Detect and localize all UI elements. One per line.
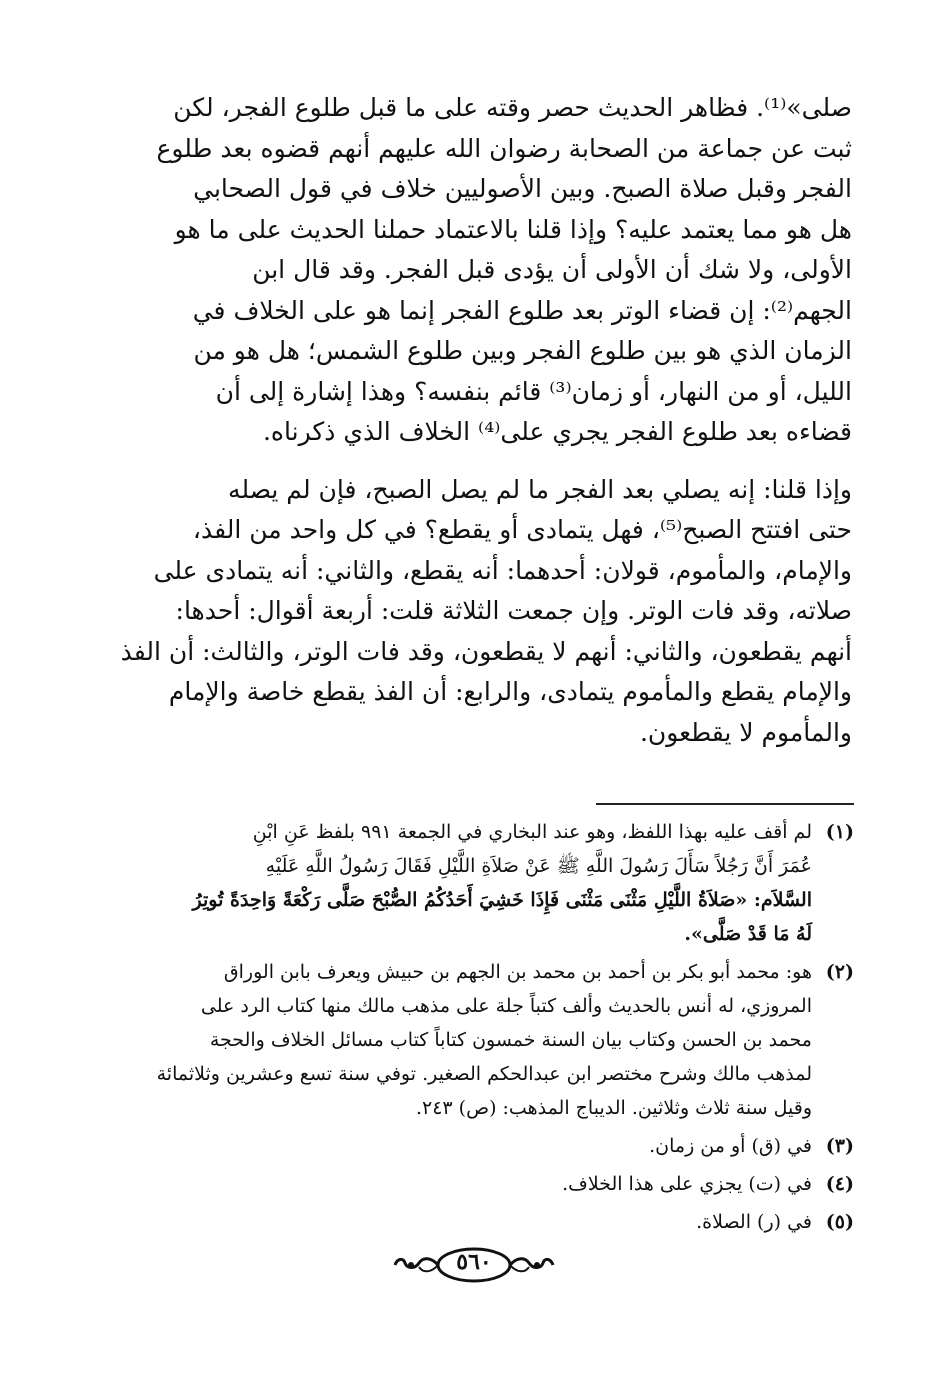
- footnote-number: (٢): [825, 961, 854, 983]
- footnote-number: (١): [825, 821, 854, 843]
- footnote-line: في (ق) أو من زمان.: [649, 1135, 812, 1157]
- text-line: صلى»⁽¹⁾. فظاهر الحديث حصر وقته على ما قبل طلوع الفجر، لكن: [173, 93, 852, 122]
- footnote-1: [104, 815, 854, 951]
- footnote-line: عُمَرَ أَنَّ رَجُلاً سَأَلَ رَسُولَ اللَّهِ ﷺ عَنْ صَلاَةِ اللَّيْلِ فَقَالَ رَسُولُ اللَّهِ عَلَيْهِ: [265, 855, 812, 877]
- text-line: أنهم يقطعون، والثاني: أنهم لا يقطعون، وقد فات الوتر، والثالث: أن الفذ: [120, 636, 852, 666]
- text-line: الأولى، ولا شك أن الأولى أن يؤدى قبل الفجر. وقد قال ابن: [252, 255, 852, 284]
- footnote-line: وقيل سنة ثلاث وثلاثين. الديباج المذهب: (ص) ٢٤٣.: [415, 1097, 812, 1119]
- footnote-line: السَّلاَم: «صَلاَةُ اللَّيْلِ مَثْنَى مَثْنَى فَإِذَا خَشِيَ أَحَدُكُمُ الصُّبْحَ صَلَّى رَكْعَةً وَاحِدَةً تُوتِرُ: [192, 889, 812, 911]
- footnote-line: في (ر) الصلاة.: [696, 1211, 812, 1233]
- page-number-ornament: [0, 1243, 947, 1287]
- text-line: الجهم⁽²⁾: إن قضاء الوتر بعد طلوع الفجر إنما هو على الخلاف في: [192, 295, 852, 325]
- footnote-line: المروزي، له أنس بالحديث وألف كتباً جلة على مذهب مالك منها كتاب الرد على: [200, 995, 812, 1017]
- footnote-line: في (ت) يجزي على هذا الخلاف.: [562, 1173, 812, 1195]
- text-line: قضاءه بعد طلوع الفجر يجري على⁽⁴⁾ الخلاف الذي ذكرناه.: [262, 417, 852, 446]
- text-line: الليل، أو من النهار، أو زمان⁽³⁾ قائم بنفسه؟ وهذا إشارة إلى أن: [215, 376, 852, 406]
- footnote-line: محمد بن الحسن وكتاب بيان السنة خمسون كتاباً كتاب مسائل الخلاف والحجة: [209, 1029, 812, 1051]
- text-line: الزمان الذي هو بين طلوع الفجر وبين طلوع الشمس؛ هل هو من: [193, 336, 852, 365]
- page-number: ٥٦٠: [456, 1249, 492, 1275]
- footnote-number: (٣): [825, 1135, 854, 1157]
- footnote-2: [104, 955, 854, 1125]
- text-line: ثبت عن جماعة من الصحابة رضوان الله عليهم أنهم قضوه بعد طلوع: [156, 133, 852, 163]
- text-line: الفجر وقبل صلاة الصبح. وبين الأصوليين خلاف في قول الصحابي: [193, 174, 852, 203]
- footnote-line: لم أقف عليه بهذا اللفظ، وهو عند البخاري في الجمعة ٩٩١ بلفظ عَنِ ابْنِ: [252, 821, 812, 843]
- footnote-5: [104, 1205, 854, 1239]
- main-text: [100, 88, 852, 753]
- text-line: والمأموم لا يقطعون.: [639, 717, 852, 747]
- text-line: هل هو مما يعتمد عليه؟ وإذا قلنا بالاعتماد حملنا الحديث على ما هو: [174, 214, 852, 244]
- footnote-4: [104, 1167, 854, 1201]
- footnote-number: (٤): [825, 1173, 854, 1195]
- footnote-line: لمذهب مالك وشرح مختصر ابن عبدالحكم الصغير. توفي سنة تسع وعشرين وثلاثمائة: [156, 1063, 812, 1085]
- text-line: والإمام، والمأموم، قولان: أحدهما: أنه يقطع، والثاني: أنه يتمادى على: [153, 555, 852, 585]
- text-line: صلاته، وقد فات الوتر. وإن جمعت الثلاثة قلت: أربعة أقوال: أحدها:: [175, 596, 852, 625]
- footnote-line: هو: محمد أبو بكر بن أحمد بن محمد بن الجهم بن حبيش ويعرف بابن الوراق: [223, 961, 812, 983]
- paragraph-1: [100, 88, 852, 453]
- paragraph-2: [100, 470, 852, 754]
- text-line: وإذا قلنا: إنه يصلي بعد الفجر ما لم يصل الصبح، فإن لم يصله: [228, 474, 852, 504]
- text-line: حتى افتتح الصبح⁽⁵⁾، فهل يتمادى أو يقطع؟ في كل واحد من الفذ،: [192, 515, 852, 544]
- footnote-separator: [596, 803, 854, 805]
- text-line: والإمام يقطع والمأموم يتمادى، والرابع: أن الفذ يقطع خاصة والإمام: [168, 677, 852, 706]
- footnote-number: (٥): [825, 1211, 854, 1233]
- footnote-3: [104, 1129, 854, 1163]
- footnotes: [104, 815, 854, 1243]
- footnote-line: لَهُ مَا قَدْ صَلَّى».: [684, 923, 812, 945]
